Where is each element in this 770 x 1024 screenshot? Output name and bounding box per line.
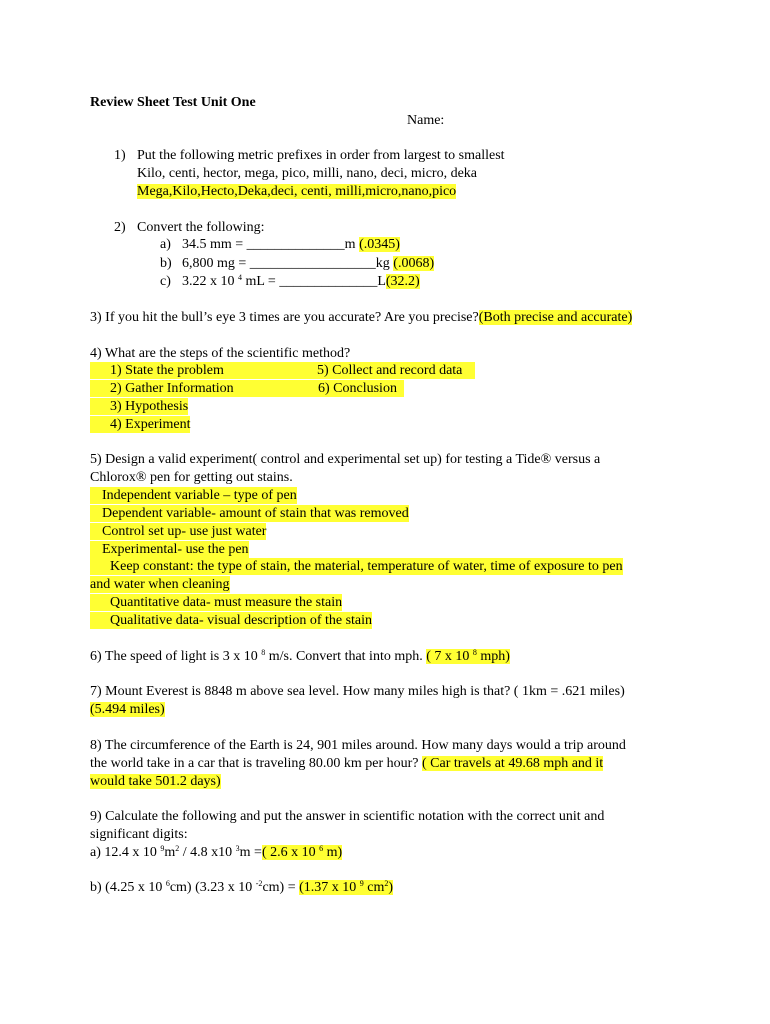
q6-text-2: m/s. Convert that into mph. [265, 649, 427, 664]
q1-answer-highlight: Mega,Kilo,Hecto,Deka,deci, centi, milli,micro,nano,pico [137, 184, 457, 199]
q7-question: 7) Mount Everest is 8848 m above sea level. How many miles high is that? ( 1km = .621 miles) [90, 684, 625, 699]
q6-text: 6) The speed of light is 3 x 10 [90, 649, 262, 664]
q2-c-exponent: 4 [238, 273, 242, 282]
q8-answer-line-1: ( Car travels at 49.68 mph and it [422, 756, 604, 771]
q2-a-text: 34.5 mm = ______________m [182, 237, 360, 252]
q9-a-equals: m = [239, 845, 262, 860]
q7-answer [90, 701, 165, 718]
q5-qualitative: Qualitative data- visual description of the stain [90, 612, 372, 629]
q2-b [182, 255, 434, 272]
q2-a [182, 236, 400, 253]
q9-a-exp-1: 9 [160, 844, 165, 853]
q9-a-divisor: / 4.8 x10 [179, 845, 236, 860]
q6-answer-exponent: 8 [472, 648, 477, 657]
q9-b-answer-close: ) [388, 880, 394, 895]
q9-a-answer [262, 845, 342, 860]
q9-b-exp-2: -2 [255, 879, 263, 888]
q9-b-answer-exp: 9 [359, 879, 364, 888]
q1-prefixes: Kilo, centi, hector, mega, pico, milli, nano, deci, micro, deka [137, 166, 477, 181]
q8-answer-line-2: would take 501.2 days) [90, 774, 221, 789]
q4-step-5: 5) Collect and record data [317, 363, 463, 378]
q3-question: 3) If you hit the bull’s eye 3 times are you accurate? Are you precise? [90, 310, 479, 325]
q2-a-answer: (.0345) [359, 237, 400, 252]
q2-a-label: a) [160, 237, 171, 252]
q5-dependent: Dependent variable- amount of stain that was removed [90, 505, 409, 522]
name-label: Name: [407, 113, 445, 128]
q4-step-4: 4) Experiment [90, 416, 190, 433]
q2-prompt: Convert the following: [137, 220, 265, 235]
q9-a [90, 844, 342, 861]
q2-c-label: c) [160, 274, 171, 289]
q5-constant-line-2: and water when cleaning [90, 577, 230, 592]
q9-line-1: 9) Calculate the following and put the answer in scientific notation with the correct unit and [90, 809, 605, 824]
q5-constant-line-1: Keep constant: the type of stain, the material, temperature of water, time of exposure to pen [90, 558, 623, 575]
q9-a-unit: m [164, 845, 176, 860]
q6-answer-unit: mph) [476, 649, 510, 664]
q9-a-answer-exp: 6 [319, 844, 324, 853]
q6-answer [426, 649, 510, 664]
q2-c-text: 3.22 x 10 [182, 274, 238, 289]
q9-b-equals: cm) = [262, 880, 300, 895]
q2-number: 2) [114, 220, 126, 235]
q6-exponent: 8 [261, 648, 266, 657]
q2-c-text-2: mL = ______________L [242, 274, 386, 289]
q5-question-line-2: Chlorox® pen for getting out stains. [90, 470, 293, 485]
q9-a-text: a) 12.4 x 10 [90, 845, 161, 860]
q9-line-2: significant digits: [90, 827, 188, 842]
q9-b-answer-text: (1.37 x 10 [299, 880, 360, 895]
q5-experimental: Experimental- use the pen [90, 541, 249, 558]
document-title: Review Sheet Test Unit One [90, 95, 256, 110]
q4-step-3: 3) Hypothesis [90, 398, 188, 415]
q5-quantitative: Quantitative data- must measure the stain [90, 594, 342, 611]
q5-independent: Independent variable – type of pen [90, 487, 297, 504]
q3-answer: (Both precise and accurate) [478, 310, 633, 325]
q9-a-answer-text: ( 2.6 x 10 [261, 845, 320, 860]
q1-number: 1) [114, 148, 126, 163]
q4-step-2: 2) Gather Information [110, 381, 234, 396]
q2-c-answer: (32.2) [385, 274, 420, 289]
q2-b-text: 6,800 mg = __________________kg [182, 256, 394, 271]
q9-b-answer-unit: cm [363, 880, 385, 895]
q9-a-exp-2: 2 [175, 844, 180, 853]
q2-b-label: b) [160, 256, 172, 271]
q4-step-1: 1) State the problem [110, 363, 224, 378]
q5-question-line-1: 5) Design a valid experiment( control and experimental set up) for testing a Tide® versus a [90, 452, 601, 467]
q8-question-end: the world take in a car that is traveling 80.00 km per hour? [90, 756, 423, 771]
q9-b-answer [299, 880, 393, 895]
q1-answer [137, 183, 456, 200]
q2-b-answer: (.0068) [393, 256, 435, 271]
q5-control: Control set up- use just water [90, 523, 266, 540]
q4-step-6: 6) Conclusion [318, 381, 397, 396]
q8-line-2 [90, 755, 603, 772]
q9-b-exp-1: 6 [165, 879, 170, 888]
q2-c [182, 273, 420, 290]
q9-b-text-2: cm) (3.23 x 10 [169, 880, 256, 895]
q7-answer-highlight: (5.494 miles) [90, 702, 165, 717]
q6-answer-text: ( 7 x 10 [426, 649, 473, 664]
q9-a-answer-unit: m) [323, 845, 343, 860]
q1-prompt: Put the following metric prefixes in order from largest to smallest [137, 148, 505, 163]
q6 [90, 648, 510, 665]
q4-question: 4) What are the steps of the scientific method? [90, 346, 351, 361]
q9-a-exp-3: 3 [235, 844, 240, 853]
q3 [90, 309, 632, 326]
q4-step-row-1 [90, 362, 475, 379]
q9-b-text: b) (4.25 x 10 [90, 880, 166, 895]
q9-b-answer-unit-exp: 2 [384, 879, 389, 888]
q8-line-3 [90, 773, 221, 790]
q4-step-row-2 [90, 380, 404, 397]
q9-b [90, 879, 393, 896]
q8-line-1: 8) The circumference of the Earth is 24, 901 miles around. How many days would a trip around [90, 738, 626, 753]
